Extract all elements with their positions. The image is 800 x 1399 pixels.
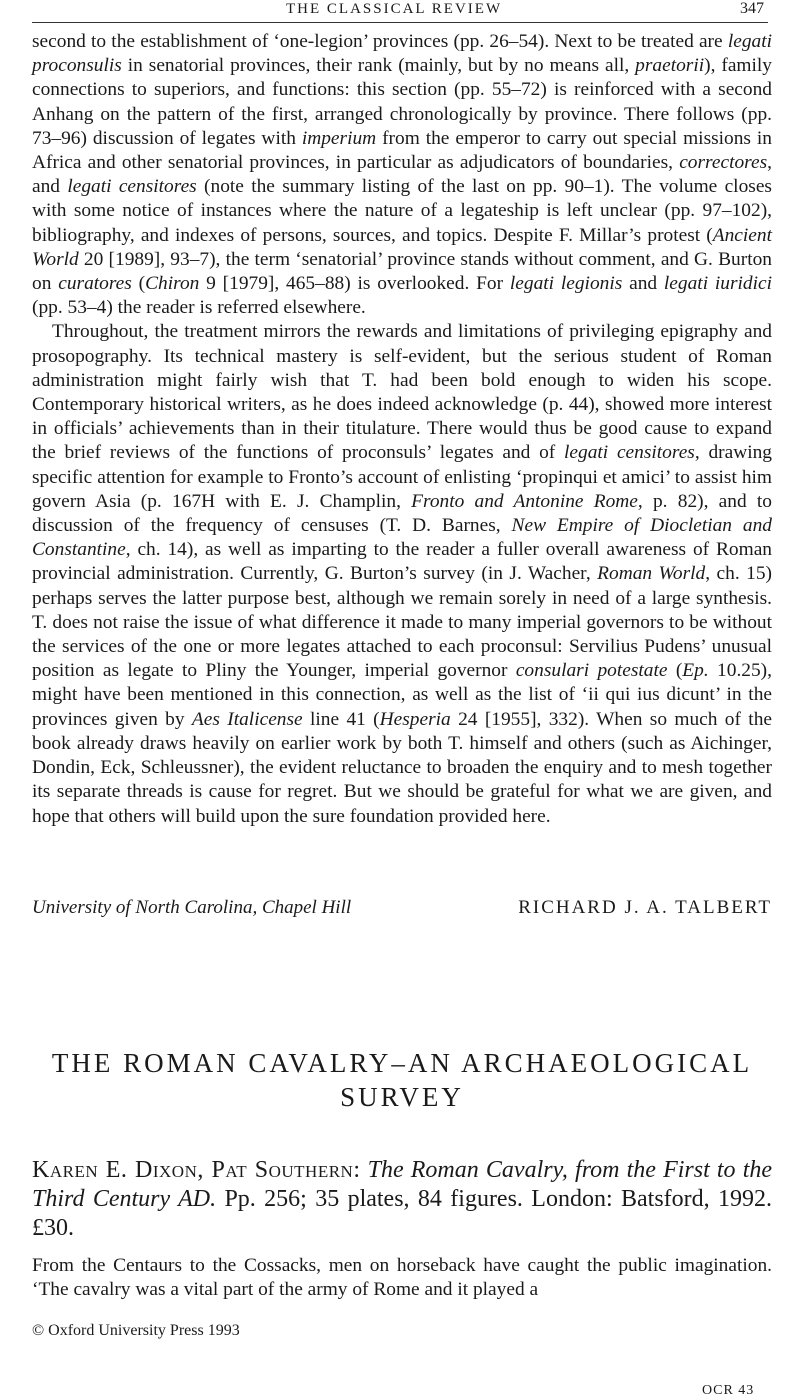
text-run: 20 [1989], 93–7), the term ‘senatorial’ province stands without comment, and G. Burton on [32,248,772,295]
italic-text: curatores [58,273,132,295]
review-heading: THE ROMAN CAVALRY–AN ARCHAEOLOGICAL SURVEY [51,1048,753,1112]
paragraph [32,30,772,320]
book-details: Pp. 256; 35 plates, 84 figures. London: Batsford, 1992. £30. [32,1186,773,1241]
copyright-notice: © Oxford University Press 1993 [32,1322,240,1339]
text-run: Throughout, the treatment mirrors the rewards and limitations of privileging epigraphy and prosopography. Its technical mastery is self-evident, but the serious student of Roman administration might fairly wish that T. had been bold enough to widen his scope. Contemporary historical writers, as he does indeed acknowledge (p. 44), showed more interest in officials’ achievements than in their titulature. There would thus be good cause to expand the brief reviews of the functions of proconsuls’ legates and of [32,321,772,464]
italic-text: Aes Italicense [191,708,303,730]
text-run: in senatorial provinces, their rank (mainly, but by no means all, [121,55,636,77]
running-head [32,0,768,22]
italic-text: Hesperia [379,708,451,730]
italic-text: legati censitores [67,176,197,198]
page-number: 347 [740,0,764,17]
italic-text: New Empire of Diocletian and Constantine [32,515,772,561]
text-run: 10.25), might have been mentioned in this connection, as well as the list of ‘ii qui ius dicunt’ in the provinces given by [32,660,772,730]
italic-text: legati iuridici [663,273,772,295]
book-title: The Roman Cavalry, from the First to the Third Century AD. [32,1157,773,1212]
italic-text: Ep. [682,660,709,682]
opening-paragraph: From the Centaurs to the Cossacks, men on horseback have caught the public imagination. ‘The cavalry was a vital part of the army of Rome and it played a [32,1255,772,1301]
text-run: 24 [1955], 332). When so much of the book already draws heavily on earlier work by both T. himself and others (such as Aichinger, Dondin, Eck, Schleussner), the evident reluctance to broaden the enquiry and to mesh together its separate threads is cause for regret. But we should be grateful for what we are given, and hope that others will build upon the sure foundation provided here. [32,708,772,827]
text-run: , drawing specific attention for example to Fronto’s account of enlisting ‘propinqui et amici’ to assist him govern Asia (p. 167H with E. J. Champlin, [32,442,772,512]
text-run: , p. 82), and to discussion of the frequency of censuses (T. D. Barnes, [32,490,772,537]
text-run: ( [131,273,146,295]
text-run: , ch. 14), as well as imparting to the reader a fuller overall awareness of Roman provincial administration. Currently, G. Burton’s survey (in J. Wacher, [32,539,772,585]
reviewer-institution: University of North Carolina, Chapel Hill [32,897,352,918]
text-run: second to the establishment of ‘one-legion’ provinces (pp. 26–54). Next to be treated are [32,31,728,52]
reviewer-name: RICHARD J. A. TALBERT [518,897,772,918]
italic-text: consulari potestate [515,660,668,682]
paragraph [32,320,772,828]
review-opening [32,1254,772,1302]
text-run: line 41 ( [302,708,380,730]
book-authors: Karen E. Dixon, Pat Southern: [32,1157,361,1183]
text-run: , ch. 15) perhaps serves the latter purpose best, although we remain sorely in need of a large synthesis. T. does not raise the issue of what difference it made to many imperial governors to be without the services of the one or more legates attached to each proconsul: Servilius Pudens’ unusual position as legate to Pliny the Younger, imperial governor [32,563,772,682]
header-rule [32,22,768,23]
italic-text: praetorii [635,55,705,77]
text-run: and [622,273,664,295]
book-citation [32,1156,772,1243]
text-run: (note the summary listing of the last on pp. 90–1). The volume closes with some notice of instances where the nature of a legateship is left unclear (pp. 97–102), bibliography, and indexes of persons, sources, and topics. Despite F. Millar’s protest ( [32,176,772,246]
italic-text: Chiron [145,273,200,295]
footer-code: OCR 43 [702,1383,755,1398]
review-body [32,30,772,829]
italic-text: Roman World [597,563,706,585]
italic-text: legati censitores [564,442,695,464]
italic-text: Fronto and Antonine Rome [411,490,638,512]
italic-text: correctores [679,152,768,174]
text-run: ( [667,660,683,682]
italic-text: legati legionis [509,273,623,295]
text-run: (pp. 53–4) the reader is referred elsewhere. [32,297,366,319]
italic-text: legati proconsulis [32,31,772,77]
journal-title: THE CLASSICAL REVIEW [286,1,503,17]
italic-text: Ancient World [32,224,772,270]
text-run: from the emperor to carry out special missions in Africa and other senatorial provinces, in particular as adjudicators of boundaries, [32,127,772,174]
text-run: ), family connections to superiors, and functions: this section (pp. 55–72) is reinforced with a second Anhang on the pattern of the first, arranged chronologically by province. There follows (pp. 73–96) discussion of legates with [32,55,772,149]
italic-text: imperium [301,127,377,149]
text-run: 9 [1979], 465–88) is overlooked. For [199,273,510,295]
text-run: , and [32,152,772,198]
